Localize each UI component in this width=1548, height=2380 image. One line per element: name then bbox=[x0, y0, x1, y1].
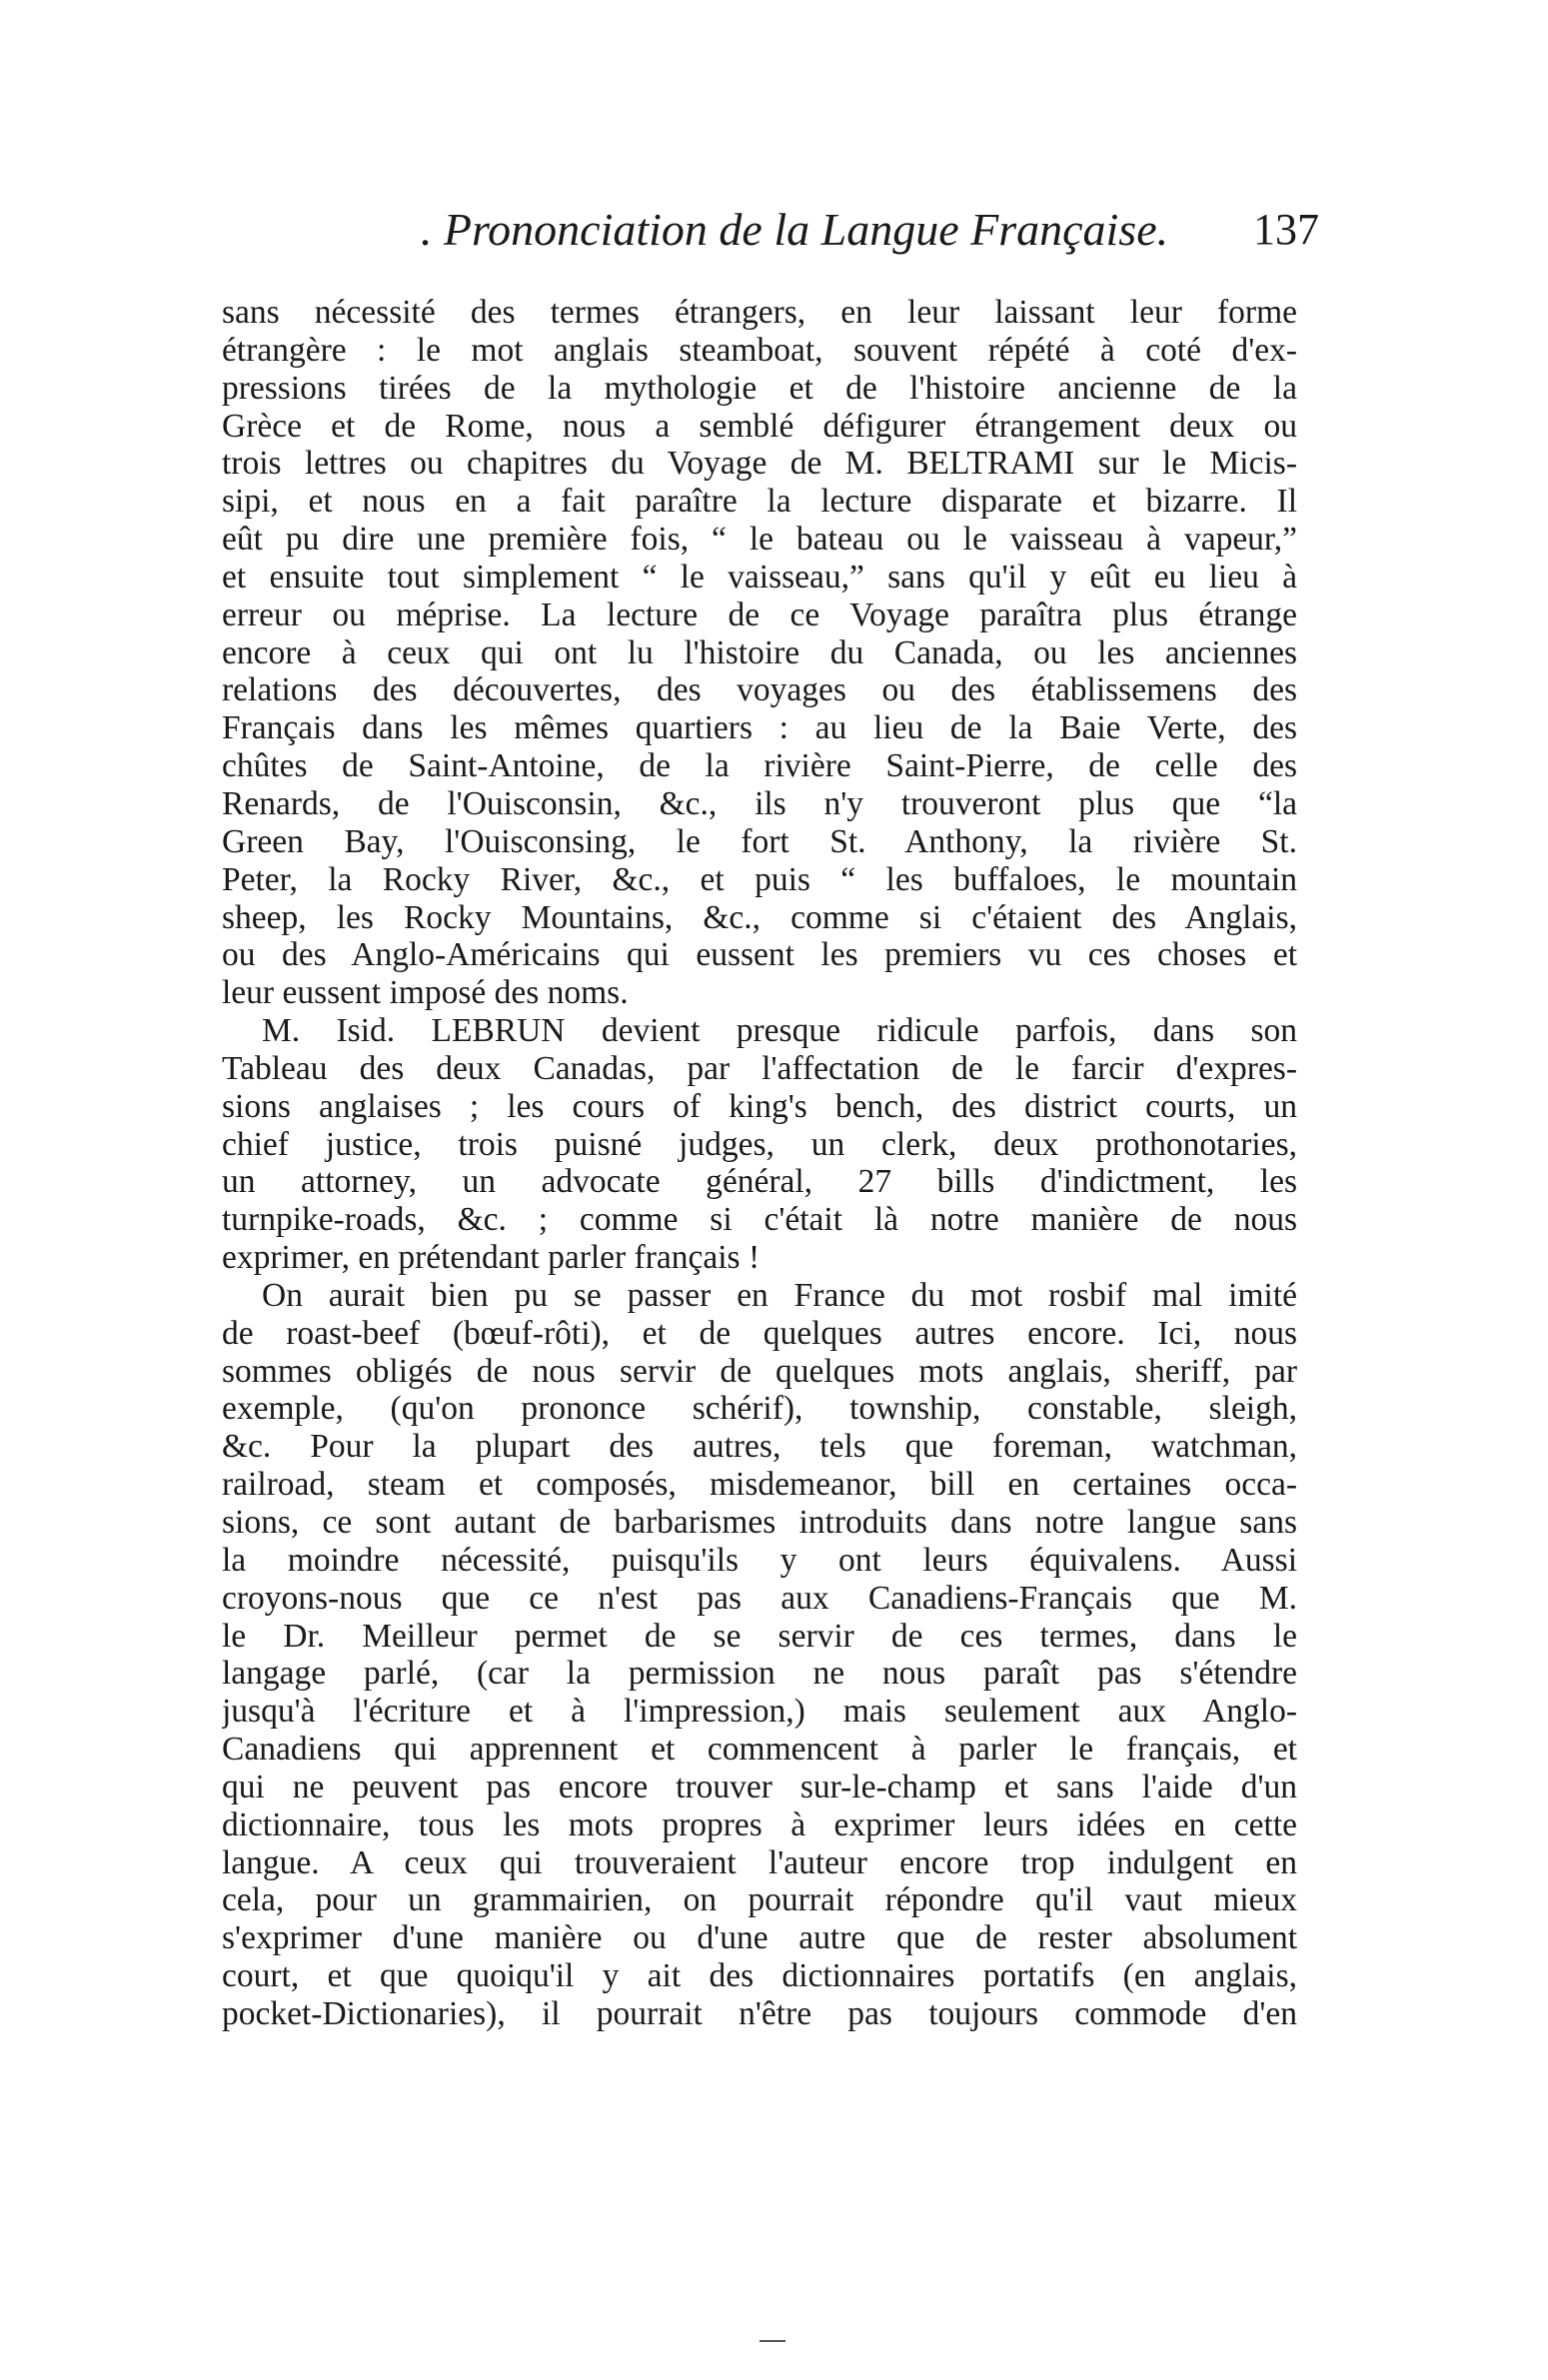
text-line: sions anglaises ; les cours of king's bench, des district courts, un bbox=[222, 1087, 1297, 1125]
text-line: M. Isid. LEBRUN devient presque ridicule parfois, dans son bbox=[262, 1012, 1297, 1050]
text-line: Tableau des deux Canadas, par l'affectation de le farcir d'expres- bbox=[222, 1049, 1297, 1087]
footer-mark bbox=[760, 2340, 785, 2342]
text-line: Peter, la Rocky River, &c., et puis “ les buffaloes, le mountain bbox=[222, 860, 1297, 898]
text-line: cela, pour un grammairien, on pourrait répondre qu'il vaut mieux bbox=[222, 1881, 1297, 1919]
text-line: On aurait bien pu se passer en France du mot rosbif mal imité bbox=[262, 1276, 1297, 1314]
text-line: la moindre nécessité, puisqu'ils y ont leurs équivalens. Aussi bbox=[222, 1541, 1297, 1579]
text-line: erreur ou méprise. La lecture de ce Voyage paraîtra plus étrange bbox=[222, 595, 1297, 633]
text-line: relations des découvertes, des voyages ou des établissemens des bbox=[222, 671, 1297, 709]
text-line: et ensuite tout simplement “ le vaisseau,” sans qu'il y eût eu lieu à bbox=[222, 558, 1297, 595]
text-line: langue. A ceux qui trouveraient l'auteur encore trop indulgent en bbox=[222, 1843, 1297, 1881]
text-line: railroad, steam et composés, misdemeanor, bill en certaines occa- bbox=[222, 1466, 1297, 1504]
body-text bbox=[222, 294, 1297, 2033]
page-number: 137 bbox=[1253, 205, 1319, 254]
text-line: chûtes de Saint-Antoine, de la rivière Saint-Pierre, de celle des bbox=[222, 747, 1297, 785]
text-line: pocket-Dictionaries), il pourrait n'être pas toujours commode d'en bbox=[222, 1994, 1297, 2032]
text-line: trois lettres ou chapitres du Voyage de M. BELTRAMI sur le Micis- bbox=[222, 445, 1297, 483]
text-line: court, et que quoiqu'il y ait des dictionnaires portatifs (en anglais, bbox=[222, 1957, 1297, 1995]
running-title: . Prononciation de la Langue Française. bbox=[420, 204, 1169, 255]
text-line: sipi, et nous en a fait paraître la lecture disparate et bizarre. Il bbox=[222, 483, 1297, 521]
text-line: chief justice, trois puisné judges, un clerk, deux prothonotaries, bbox=[222, 1125, 1297, 1163]
text-line: Français dans les mêmes quartiers : au lieu de la Baie Verte, des bbox=[222, 709, 1297, 747]
text-line: sans nécessité des termes étrangers, en leur laissant leur forme bbox=[222, 294, 1297, 331]
text-line: eût pu dire une première fois, “ le bateau ou le vaisseau à vapeur,” bbox=[222, 521, 1297, 559]
text-line: qui ne peuvent pas encore trouver sur-le-champ et sans l'aide d'un bbox=[222, 1768, 1297, 1805]
text-line: de roast-beef (bœuf-rôti), et de quelques autres encore. Ici, nous bbox=[222, 1314, 1297, 1352]
text-line: exemple, (qu'on prononce schérif), township, constable, sleigh, bbox=[222, 1390, 1297, 1428]
text-line: le Dr. Meilleur permet de se servir de ces termes, dans le bbox=[222, 1617, 1297, 1655]
text-line: croyons-nous que ce n'est pas aux Canadiens-Français que M. bbox=[222, 1579, 1297, 1617]
text-line: Canadiens qui apprennent et commencent à parler le français, et bbox=[222, 1731, 1297, 1769]
text-line: Renards, de l'Ouisconsin, &c., ils n'y trouveront plus que “la bbox=[222, 784, 1297, 822]
text-line: turnpike-roads, &c. ; comme si c'était là notre manière de nous bbox=[222, 1201, 1297, 1239]
text-line: sommes obligés de nous servir de quelques mots anglais, sheriff, par bbox=[222, 1352, 1297, 1390]
text-line: pressions tirées de la mythologie et de l'histoire ancienne de la bbox=[222, 369, 1297, 407]
text-line: langage parlé, (car la permission ne nous paraît pas s'étendre bbox=[222, 1655, 1297, 1693]
text-line: &c. Pour la plupart des autres, tels que foreman, watchman, bbox=[222, 1428, 1297, 1466]
text-line: sions, ce sont autant de barbarismes introduits dans notre langue sans bbox=[222, 1504, 1297, 1541]
text-line: encore à ceux qui ont lu l'histoire du Canada, ou les anciennes bbox=[222, 633, 1297, 671]
page-header bbox=[270, 200, 1319, 260]
text-line: exprimer, en prétendant parler français ! bbox=[222, 1239, 761, 1277]
text-line: un attorney, un advocate général, 27 bills d'indictment, les bbox=[222, 1163, 1297, 1201]
text-line: Grèce et de Rome, nous a semblé défigurer étrangement deux ou bbox=[222, 407, 1297, 445]
text-line: leur eussent imposé des noms. bbox=[222, 974, 629, 1012]
text-line: ou des Anglo-Américains qui eussent les premiers vu ces choses et bbox=[222, 936, 1297, 974]
text-line: jusqu'à l'écriture et à l'impression,) mais seulement aux Anglo- bbox=[222, 1693, 1297, 1731]
text-line: sheep, les Rocky Mountains, &c., comme si c'étaient des Anglais, bbox=[222, 898, 1297, 936]
text-line: Green Bay, l'Ouisconsing, le fort St. Anthony, la rivière St. bbox=[222, 822, 1297, 860]
text-line: étrangère : le mot anglais steamboat, souvent répété à coté d'ex- bbox=[222, 331, 1297, 369]
text-line: dictionnaire, tous les mots propres à exprimer leurs idées en cette bbox=[222, 1805, 1297, 1843]
text-line: s'exprimer d'une manière ou d'une autre que de rester absolument bbox=[222, 1919, 1297, 1957]
